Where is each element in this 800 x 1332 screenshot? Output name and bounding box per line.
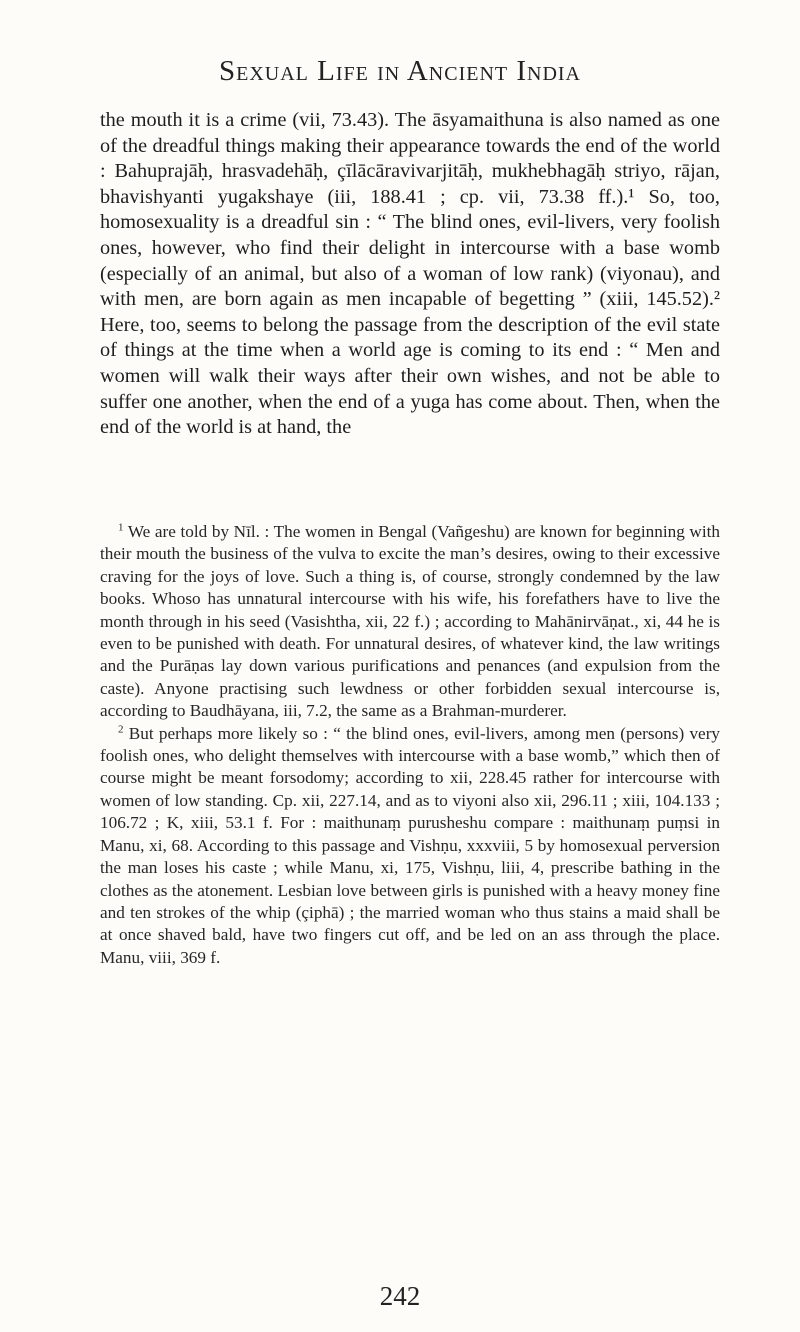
footnote-2 — [100, 723, 720, 969]
footnote-text: We are told by Nīl. : The women in Bengal (Vañgeshu) are known for beginning with their mouth the business of the vulva to excite the man’s desires, owing to their excessive craving for the joys of love. Such a thing is, of course, strongly condemned by the law books. Whoso has unnatural intercourse with his wife, his forefathers have to live the month through in his seed (Vasishtha, xii, 22 f.) ; according to Mahānirvāṇat., xi, 44 he is even to be punished with death. For unnatural desires, of whatever kind, the law writings and the Purāṇas lay down various purifications and penances (and expulsion from the caste). Anyone practising such lewdness or other forbidden sexual intercourse is, according to Baudhāyana, iii, 7.2, the same as a Brahman-murderer. — [100, 522, 720, 721]
footnotes — [100, 521, 720, 969]
page-number: 242 — [379, 1281, 421, 1311]
body-paragraph: the mouth it is a crime (vii, 73.43). The āsyamaithuna is also named as one of the dreadful things making their appearance towards the end of the world : Bahuprajāḥ, hrasvadehāḥ, çīlācāravivarjitāḥ, mukhebhagāḥ striyo, rājan, bhavishyanti yugakshaye (iii, 188.41 ; cp. vii, 73.38 ff.).¹ So, too, homosexuality is a dreadful sin : “ The blind ones, evil-livers, very foolish ones, however, who find their delight in intercourse with a base womb (especially of an animal, but also of a woman of low rank) (viyonau), and with men, are born again as men incapable of begetting ” (xiii, 145.52).² Here, too, seems to belong the passage from the description of the evil state of things at the time when a world age is coming to its end : “ Men and women will walk their ways after their own wishes, and not be able to suffer one another, when the end of a yuga has come about. Then, when the end of the world is at hand, the — [100, 109, 720, 439]
footnote-number: 1 — [118, 521, 124, 534]
footnote-1 — [100, 521, 720, 723]
footnote-text: But perhaps more likely so : “ the blind ones, evil-livers, among men (persons) very foolish ones, who delight themselves with intercourse with a base womb,” which then of course might be meant forsodomy; according to xii, 228.45 rather for intercourse with women of low standing. Cp. xii, 227.14, and as to viyoni also xii, 296.11 ; xiii, 104.133 ; 106.72 ; K, xiii, 53.1 f. For : maithunaṃ purusheshu compare : maithunaṃ puṃsi in Manu, xi, 68. According to this passage and Vishṇu, xxxviii, 5 by homosexual perversion the man loses his caste ; while Manu, xi, 175, Vishṇu, liii, 4, prescribe bathing in the clothes as the atonement. Lesbian love between girls is punished with a heavy money fine and ten strokes of the whip (çiphā) ; the married woman who thus stains a maid shall be at once shaved bald, have two fingers cut off, and be led on an ass through the place. Manu, viii, 369 f. — [100, 723, 721, 967]
main-text — [100, 108, 720, 441]
running-head: Sexual Life in Ancient India — [218, 55, 582, 87]
footnote-number: 2 — [118, 722, 124, 735]
